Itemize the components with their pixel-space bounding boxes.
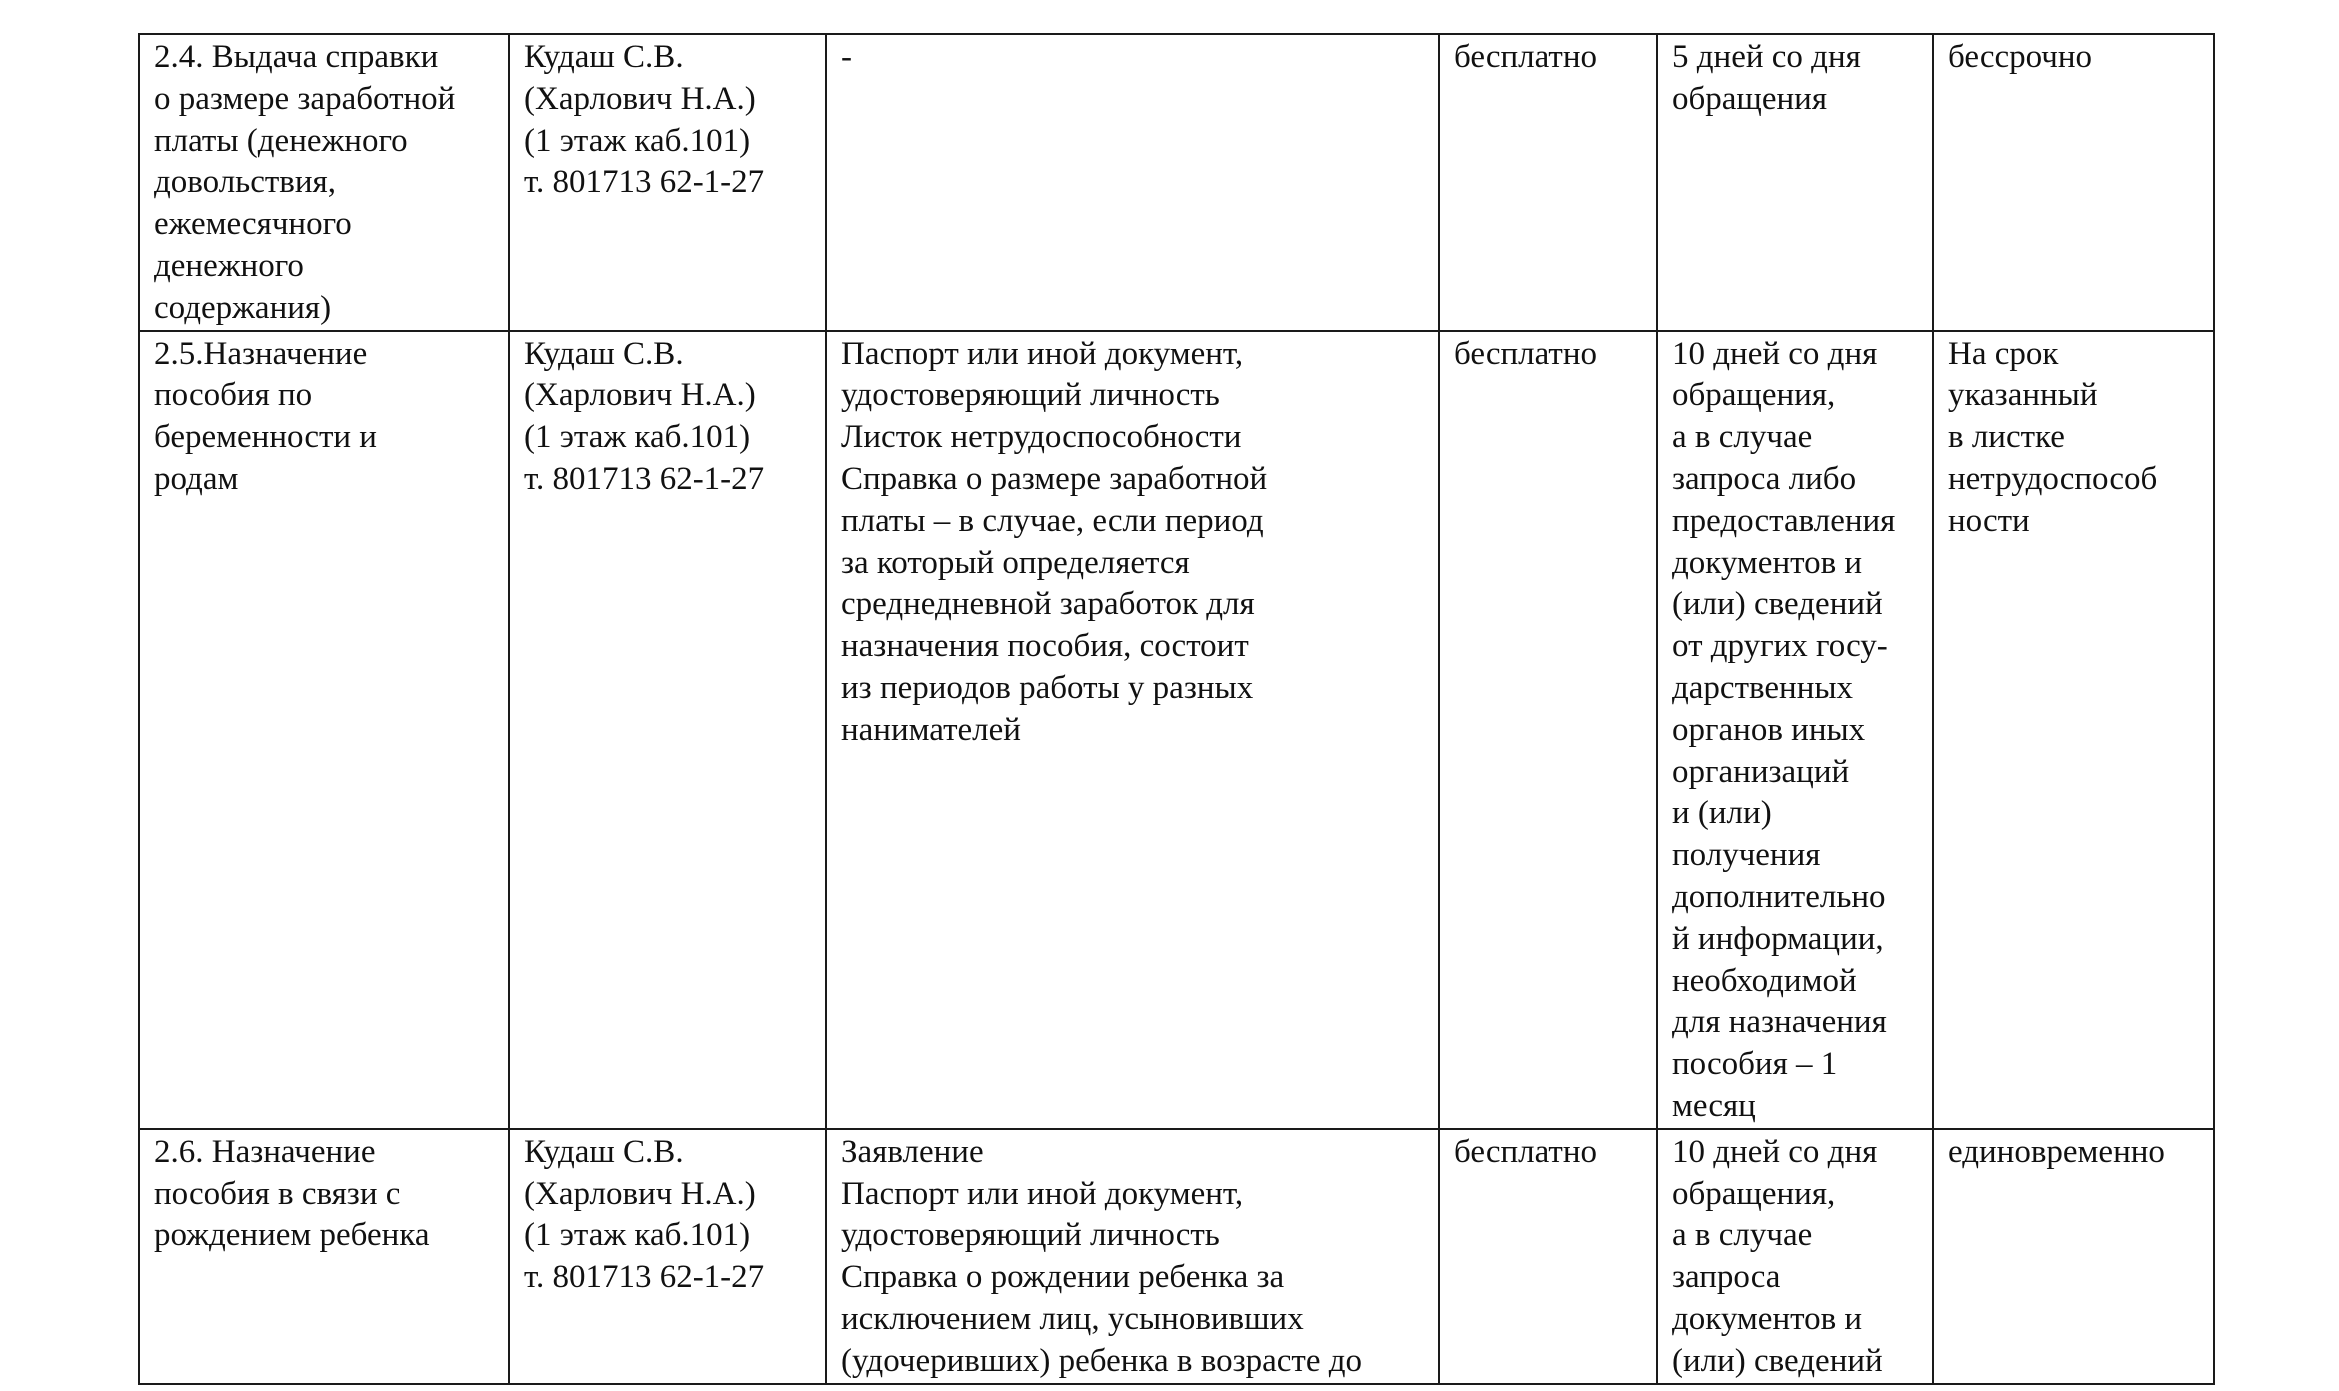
- text-line: бесплатно: [1454, 39, 1597, 75]
- fee-cell: [1439, 331, 1657, 1129]
- text-line: необходимой: [1672, 962, 1857, 999]
- text-line: бесплатно: [1454, 335, 1597, 372]
- text-line: обращения: [1672, 80, 1827, 117]
- text-line: т. 801713 62-1-27: [524, 164, 765, 201]
- text-line: денежного: [154, 247, 304, 284]
- text-line: а в случае: [1672, 1217, 1813, 1254]
- text-line: единовременно: [1948, 1133, 2165, 1170]
- text-line: пособия – 1: [1672, 1046, 1838, 1083]
- text-line: а в случае: [1672, 419, 1813, 456]
- text-line: для назначения: [1672, 1004, 1887, 1041]
- text-line: запроса: [1672, 1259, 1781, 1296]
- documents-cell: [826, 1129, 1439, 1384]
- text-line: (Харлович Н.А.): [524, 1175, 756, 1212]
- text-line: 2.6. Назначение: [154, 1133, 376, 1170]
- text-line: организаций: [1672, 753, 1850, 790]
- text-line: (1 этаж каб.101): [524, 122, 751, 159]
- text-line: удостоверяющий личность: [841, 1217, 1220, 1254]
- text-line: из периодов работы у разных: [841, 669, 1254, 706]
- text-line: месяц: [1672, 1087, 1756, 1124]
- text-line: 5 дней со дня: [1672, 39, 1861, 75]
- documents-cell: [826, 331, 1439, 1129]
- term-cell: [1657, 34, 1933, 331]
- text-line: дарственных: [1672, 669, 1854, 706]
- text-line: в листке: [1948, 419, 2065, 456]
- text-line: обращения,: [1672, 1175, 1836, 1212]
- responsible-cell: [509, 1129, 826, 1384]
- text-line: (1 этаж каб.101): [524, 1217, 751, 1254]
- text-line: т. 801713 62-1-27: [524, 460, 765, 497]
- fee-cell: [1439, 34, 1657, 331]
- text-line: документов и: [1672, 544, 1863, 581]
- text-line: -: [841, 39, 852, 75]
- text-line: содержания): [154, 289, 332, 326]
- text-line: за который определяется: [841, 544, 1190, 581]
- fee-cell: [1439, 1129, 1657, 1384]
- text-line: ности: [1948, 502, 2030, 539]
- text-line: обращения,: [1672, 377, 1836, 414]
- responsible-cell: [509, 331, 826, 1129]
- text-line: удостоверяющий личность: [841, 377, 1220, 414]
- text-line: бесплатно: [1454, 1133, 1597, 1170]
- text-line: (Харлович Н.А.): [524, 377, 756, 414]
- text-line: запроса либо: [1672, 460, 1857, 497]
- text-line: назначения пособия, состоит: [841, 628, 1249, 665]
- text-line: Справка о рождении ребенка за: [841, 1259, 1285, 1296]
- text-line: (удочеривших) ребенка в возрасте до: [841, 1342, 1363, 1379]
- term-cell: [1657, 331, 1933, 1129]
- text-line: Кудаш С.В.: [524, 39, 684, 75]
- responsible-cell: [509, 34, 826, 331]
- text-line: Паспорт или иной документ,: [841, 335, 1244, 372]
- validity-cell: [1933, 331, 2214, 1129]
- service-cell: [139, 34, 509, 331]
- text-line: т. 801713 62-1-27: [524, 1259, 765, 1296]
- text-line: 2.5.Назначение: [154, 335, 368, 372]
- text-line: довольствия,: [154, 164, 336, 201]
- text-line: среднедневной заработок для: [841, 586, 1255, 623]
- text-line: (Харлович Н.А.): [524, 80, 756, 117]
- text-line: органов иных: [1672, 711, 1866, 748]
- text-line: пособия в связи с: [154, 1175, 401, 1212]
- text-line: На срок: [1948, 335, 2059, 372]
- text-line: Заявление: [841, 1133, 984, 1170]
- text-line: Кудаш С.В.: [524, 335, 684, 372]
- text-line: 10 дней со дня: [1672, 1133, 1878, 1170]
- text-line: от других госу-: [1672, 628, 1888, 665]
- text-line: (1 этаж каб.101): [524, 419, 751, 456]
- text-line: о размере заработной: [154, 80, 456, 117]
- table-row: [139, 34, 2214, 331]
- service-cell: [139, 331, 509, 1129]
- text-line: (или) сведений: [1672, 586, 1883, 623]
- text-line: нетрудоспособ: [1948, 460, 2158, 497]
- text-line: беременности и: [154, 419, 377, 456]
- text-line: 2.4. Выдача справки: [154, 39, 439, 75]
- text-line: платы – в случае, если период: [841, 502, 1264, 539]
- text-line: документов и: [1672, 1300, 1863, 1337]
- term-cell: [1657, 1129, 1933, 1384]
- services-table: [138, 33, 2215, 1385]
- text-line: и (или): [1672, 795, 1772, 832]
- text-line: Листок нетрудоспособности: [841, 419, 1242, 456]
- text-line: Кудаш С.В.: [524, 1133, 684, 1170]
- text-line: Справка о размере заработной: [841, 460, 1268, 497]
- text-line: Паспорт или иной документ,: [841, 1175, 1244, 1212]
- table-row: [139, 331, 2214, 1129]
- text-line: ежемесячного: [154, 206, 352, 243]
- text-line: дополнительно: [1672, 878, 1886, 915]
- text-line: указанный: [1948, 377, 2098, 414]
- validity-cell: [1933, 34, 2214, 331]
- documents-cell: [826, 34, 1439, 331]
- text-line: й информации,: [1672, 920, 1884, 957]
- text-line: платы (денежного: [154, 122, 408, 159]
- text-line: получения: [1672, 837, 1821, 874]
- service-cell: [139, 1129, 509, 1384]
- text-line: предоставления: [1672, 502, 1896, 539]
- text-line: пособия по: [154, 377, 313, 414]
- text-line: нанимателей: [841, 711, 1021, 748]
- validity-cell: [1933, 1129, 2214, 1384]
- text-line: исключением лиц, усыновивших: [841, 1300, 1304, 1337]
- text-line: 10 дней со дня: [1672, 335, 1878, 372]
- text-line: родам: [154, 460, 239, 497]
- text-line: бессрочно: [1948, 39, 2093, 75]
- text-line: (или) сведений: [1672, 1342, 1883, 1379]
- table-row: [139, 1129, 2214, 1384]
- text-line: рождением ребенка: [154, 1217, 430, 1254]
